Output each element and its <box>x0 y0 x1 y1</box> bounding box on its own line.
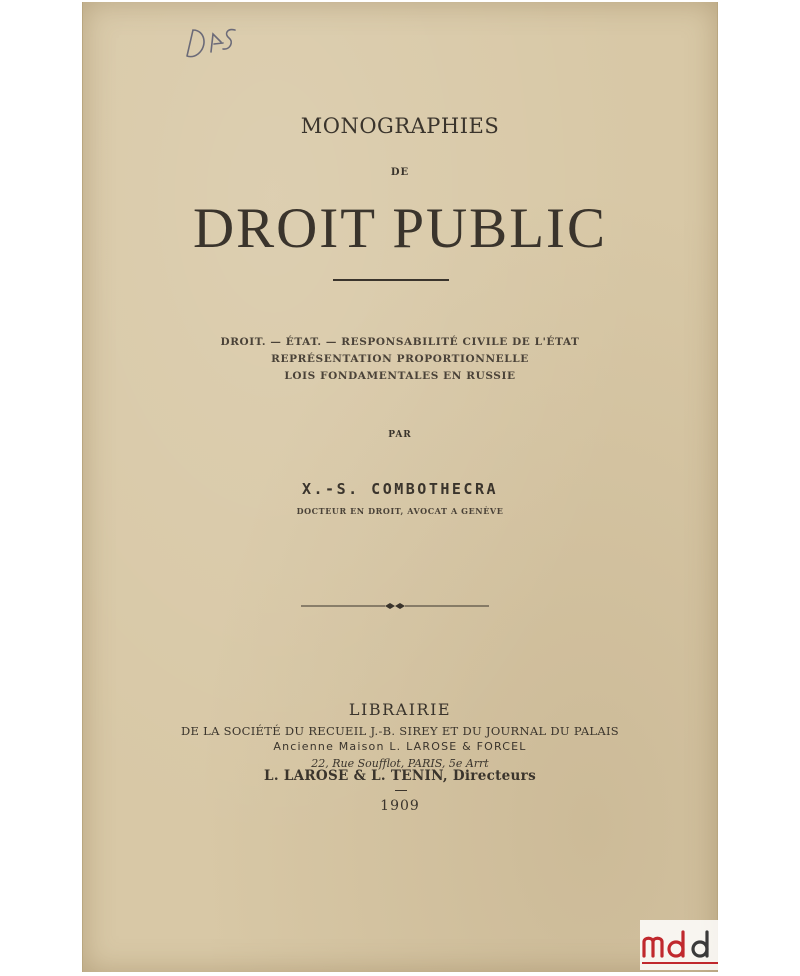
author-credentials: DOCTEUR EN DROIT, AVOCAT A GENÈVE <box>296 506 504 516</box>
handwritten-annotation <box>181 12 241 67</box>
publisher-society: DE LA SOCIÉTÉ DU RECUEIL J.-B. SIREY ET DU JOURNAL DU PALAIS <box>181 724 619 738</box>
by-label: PAR <box>388 430 412 440</box>
series-title: MONOGRAPHIES <box>300 114 500 138</box>
book-cover <box>82 2 718 972</box>
publisher-heading: LIBRAIRIE <box>348 700 452 719</box>
ornamental-divider <box>301 600 489 612</box>
publisher-former-house: Ancienne Maison L. LAROSE & FORCEL <box>273 740 527 753</box>
mdd-logo <box>640 920 720 970</box>
series-connector: DE <box>390 167 410 178</box>
subject-line: REPRÉSENTATION PROPORTIONNELLE <box>271 353 529 365</box>
main-title: DROIT PUBLIC <box>192 197 608 260</box>
title-rule <box>333 279 449 281</box>
author-name: X.-S. COMBOTHECRA <box>301 480 499 498</box>
year-rule <box>395 790 407 791</box>
subject-line: DROIT. — ÉTAT. — RESPONSABILITÉ CIVILE DE L'ÉTAT <box>220 336 580 348</box>
subject-line: LOIS FONDAMENTALES EN RUSSIE <box>284 370 516 382</box>
publication-year: 1909 <box>380 798 420 814</box>
publisher-address: 22, Rue Soufflot, PARIS, 5e Arrt <box>311 757 489 770</box>
publisher-directors: L. LAROSE & L. TENIN, Directeurs <box>264 768 536 784</box>
